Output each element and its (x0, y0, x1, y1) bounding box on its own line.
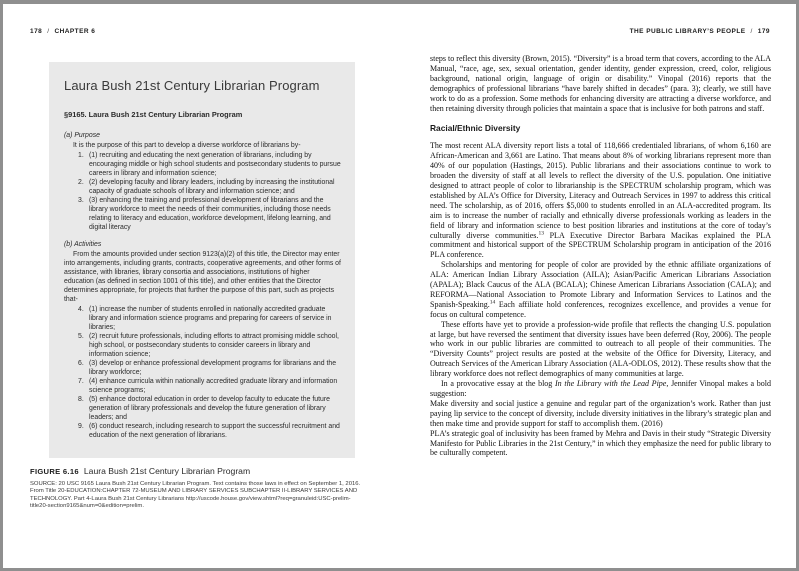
list-item-text: (1) increase the number of students enrolled in nationally accredited graduate library and information science programs and preparing for careers of service in libraries; (89, 306, 332, 331)
list-item-text: (3) develop or enhance professional development programs for librarians and the library workforce; (89, 360, 337, 376)
figure-caption-text: Laura Bush 21st Century Librarian Program (83, 466, 251, 476)
purpose-intro: It is the purpose of this part to develop a diverse workforce of librarians by- (73, 142, 301, 149)
list-item-text: (6) conduct research, including research to support the successful recruitment and education of the next generation of librarians. (89, 423, 340, 439)
list-item-number: 9. (78, 423, 84, 430)
block-quote: Make diversity and social justice a genuine and regular part of the organization’s work. Rather than just paying lip service to the concept of diversity, include diversity initiatives in the library’s strategic plan and then make time and provide support for staff to accomplish them. (2016) (430, 398, 771, 428)
header-separator: / (750, 28, 753, 35)
right-page-text-column (430, 54, 771, 458)
figure-box-title: Laura Bush 21st Century Librarian Program (64, 78, 320, 93)
paragraph: Scholarships and mentoring for people of color are provided by the ethnic affiliate organizations of ALA: American Indian Library Association (AILA); Asian/Pacific American Librarians Association (APALA); Black Caucus of the ALA (BCALA); Chinese American Librarians Association (CALA); and REFORMA—National Association to Promote Library and Information Services to Latinos and the Spanish-Speaking.$^{14}$ Each affiliate hold conferences, recognizes excellence, and provides a venue for focus on cultural competence. (430, 260, 771, 319)
left-page-number: 178 (30, 28, 43, 35)
paragraph: steps to reflect this diversity (Brown, 2015). “Diversity” is a broad term that covers, according to the ALA Manual, “race, age, sex, sexual orientation, gender identity, gender expression, creed, color, religious background, national origin, language of origin or disability.” Vinopal (2016) reports that the demographics of professional librarians “have barely shifted in decades” (para. 3); clearly, we still have work to do as a profession. Some methods for enhancing diversity are attracting a diverse workforce, and then retaining diversity through policies that maintain a space that is inclusive for both patrons and staff. (430, 54, 771, 113)
list-item-text: (2) developing faculty and library leaders, including by increasing the institutional capacity of graduate schools of library and information science; and (89, 179, 335, 195)
list-item-text: (2) recruit future professionals, including efforts to attract promising middle school, high school, or postsecondary students to consider careers in library and information science; (89, 333, 339, 358)
activities-intro: From the amounts provided under section 9123(a)(2) of this title, the Director may enter into arrangements, including grants, contracts, cooperative agreements, and other forms of assistance, with libraries, library consortia and associations, institutions of higher education (as defined in section 1001 of this title), and other entities that the Director determines appropriate, for projects that further the purpose of this part, such as projects that- (64, 251, 341, 303)
chapter-label: CHAPTER 6 (54, 28, 96, 35)
list-item (78, 305, 341, 332)
purpose-list (63, 151, 341, 232)
paragraph: These efforts have yet to provide a profession-wide profile that reflects the changing U.S. population at large, but have reversed the sentiment that diversity issues have been deferred (Roy, 2006). The people who work in our public libraries are committed to outreach to all people of their communities. The “Diversity Counts” project results are posted at the website of the Office for Diversity, Literacy, and Outreach Services of the American Library Association (ALA-ODLOS, 2012). These results show that the library workforce does not reflect demographics of many communities at large. (430, 319, 771, 379)
list-item-number: 3. (78, 197, 84, 204)
list-item-number: 1. (78, 152, 84, 159)
figure-box (49, 62, 355, 458)
list-item-number: 6. (78, 360, 84, 367)
right-head-title: THE PUBLIC LIBRARY’S PEOPLE (629, 28, 746, 35)
header-separator: / (47, 28, 50, 35)
paragraph: PLA’s strategic goal of inclusivity has been framed by Mehra and Davis in their study “Strategic Diversity Manifesto for Public Libraries in the 21st Century,” in which they emphasize the need for public library to be culturally competent. (430, 428, 771, 458)
activities-label: (b) Activities (64, 241, 102, 248)
list-item-text: (1) recruiting and educating the next generation of librarians, including by encouraging middle or high school students and postsecondary students to pursue careers in library and information science; (89, 152, 341, 177)
list-item-number: 7. (78, 378, 84, 385)
list-item-number: 4. (78, 306, 84, 313)
figure-caption-label: FIGURE 6.16 (30, 467, 79, 476)
figure-caption (30, 461, 250, 479)
list-item (78, 359, 341, 377)
purpose-label: (a) Purpose (64, 132, 101, 139)
list-item (78, 422, 341, 440)
list-item-number: 2. (78, 179, 84, 186)
left-running-head (30, 28, 95, 35)
list-item (78, 196, 341, 232)
list-item (78, 332, 341, 359)
right-running-head (630, 28, 770, 35)
right-page-number: 179 (757, 28, 770, 35)
statute-section-heading: §9165. Laura Bush 21st Century Librarian Program (64, 110, 243, 119)
list-item (78, 178, 341, 196)
paragraph: In a provocative essay at the blog In the Library with the Lead Pipe, Jennifer Vinopal makes a bold suggestion: (430, 379, 772, 398)
list-item-number: 5. (78, 333, 84, 340)
list-item (78, 151, 341, 178)
section-heading: Racial/Ethnic Diversity (430, 123, 521, 134)
list-item-text: (4) enhance curricula within nationally accredited graduate library and information science programs; (89, 378, 338, 394)
list-item-text: (3) enhancing the training and professional development of librarians and the library workforce to meet the needs of their communities, including those needs relating to literacy and education, workforce development, lifelong learning, and digital literacy (89, 197, 331, 231)
figure-source-note: SOURCE: 20 USC 9165 Laura Bush 21st Century Librarian Program. Text contains those laws in effect on September 1, 2016. From Title 20-EDUCATION:CHAPTER 72-MUSEUM AND LIBRARY SERVICES SUBCHAPTER II-LIBRARY SERVICES AND TECHNOLOGY. Part 4-Laura Bush 21st Century Librarians http://uscode.house.gov/view.shtml?req=granuleid:USC-prelim-title20-section9165&num=0&edition=prelim. (30, 481, 361, 509)
list-item-number: 8. (78, 396, 84, 403)
book-spread (3, 4, 796, 568)
activities-list (63, 305, 341, 440)
list-item-text: (5) enhance doctoral education in order to develop faculty to educate the future generation of library professionals and develop the future generation of library leaders; and (89, 396, 330, 421)
paragraph: The most recent ALA diversity report lists a total of 118,666 credentialed librarians, of whom 6,160 are African-American and 3,661 are Latino. That means about 8% of working librarians represent more than 40% of our population (Hastings, 2015). Public librarians and their associations continue to work to broaden the diversity of staff at all levels to reflect the diversity of the U.S. population. One initiative designed to attract people of color to librarianship is the SPECTRUM scholarship program, which was established by ALA’s Office for Diversity, Literacy and Outreach Services in 1997 to address this critical need. The scholarship, as of 2016, offers $5,000 to students enrolled in an ALA-accredited program. Its aim is to increase the number of racially and ethnically diverse professionals working as leaders in the field of library and information science to best position libraries and institutions at the core of today’s culturally diverse communities.$^{13}$ PLA Executive Director Barbara Macikas explained the PLA commitment and historical support of the SPECTRUM Scholarship program in anticipation of the 2016 PLA conference. (430, 141, 771, 260)
list-item (78, 395, 341, 422)
list-item (78, 377, 341, 395)
